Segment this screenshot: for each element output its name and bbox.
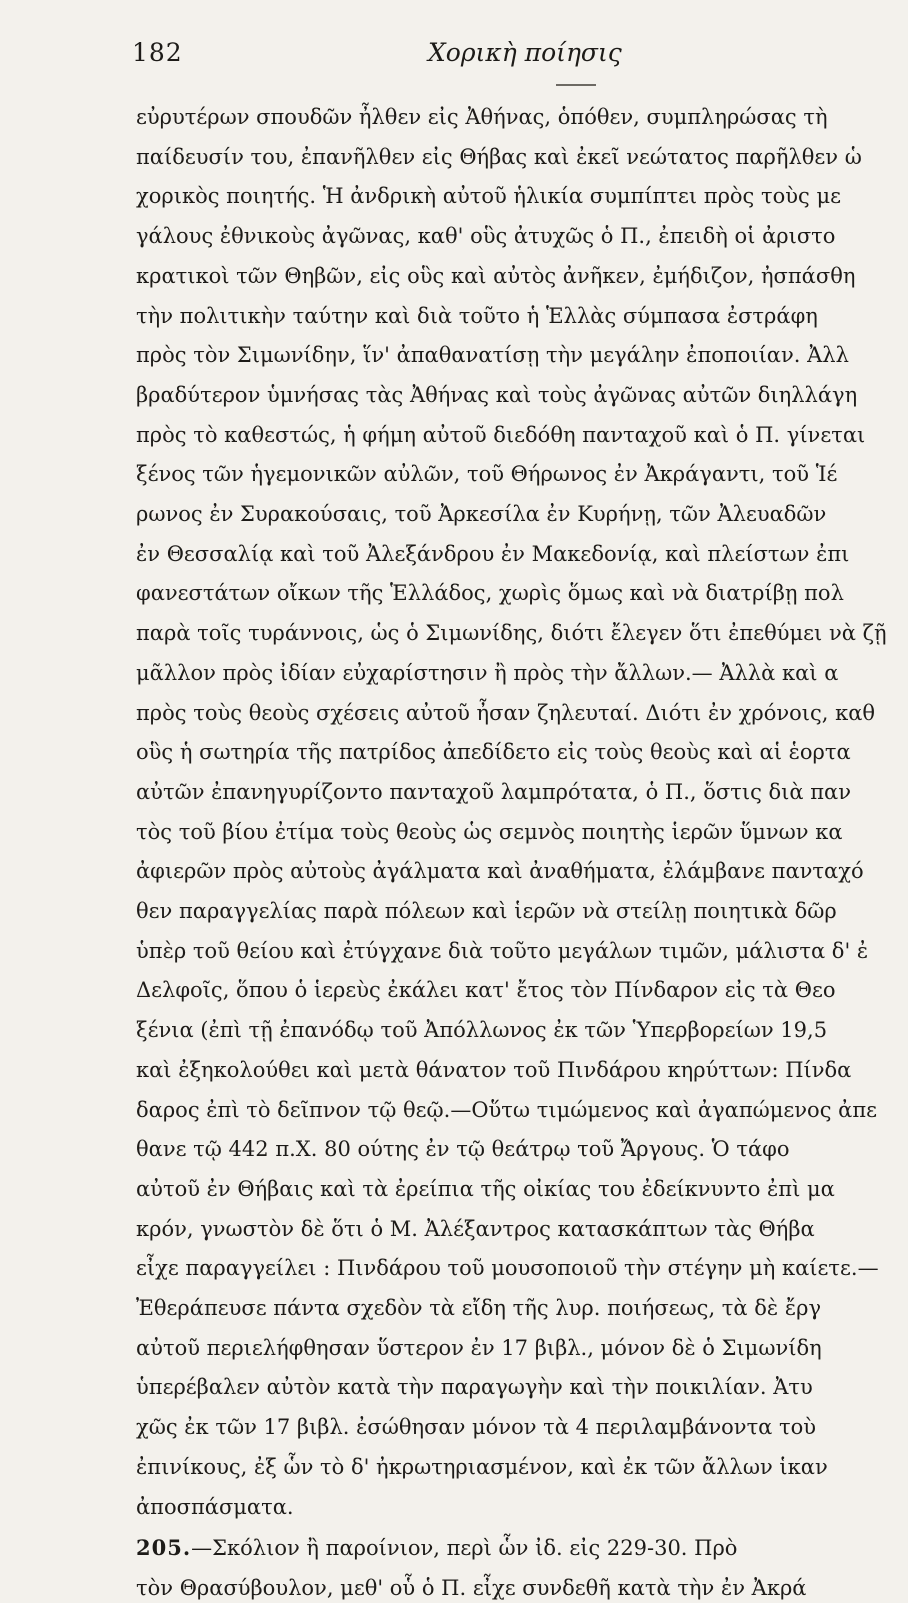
- text-line: φανεστάτων οἴκων τῆς Ἑλλάδος, χωρὶς ὅμως καὶ νὰ διατρίβῃ πολ: [136, 581, 844, 606]
- text-line: ἐπινίκους, ἐξ ὧν τὸ δ' ἠκρωτηριασμένον, καὶ ἐκ τῶν ἄλλων ἱκαν: [136, 1454, 828, 1479]
- text-line: ἐν Θεσσαλίᾳ καὶ τοῦ Ἀλεξάνδρου ἐν Μακεδονίᾳ, καὶ πλείστων ἐπι: [136, 541, 850, 566]
- text-line: ὑπὲρ τοῦ θείου καὶ ἐτύγχανε διὰ τοῦτο μεγάλων τιμῶν, μάλιστα δ' ἐ: [136, 938, 869, 963]
- body-text: [0, 96, 908, 1600]
- text-line: ὑπερέβαλεν αὐτὸν κατὰ τὴν παραγωγὴν καὶ τὴν ποικιλίαν. Ἀτυ: [136, 1375, 813, 1400]
- text-line: βραδύτερον ὑμνήσας τὰς Ἀθήνας καὶ τοὺς ἀγῶνας αὐτῶν διηλλάγη: [136, 382, 858, 407]
- text-line: τὸς τοῦ βίου ἐτίμα τοὺς θεοὺς ὡς σεμνὸς ποιητὴς ἱερῶν ὕμνων κα: [136, 819, 843, 844]
- text-line: ἀφιερῶν πρὸς αὐτοὺς ἀγάλματα καὶ ἀναθήματα, ἐλάμβανε πανταχό: [136, 859, 864, 884]
- text-line: οὓς ἡ σωτηρία τῆς πατρίδος ἀπεδίδετο εἰς τοὺς θεοὺς καὶ αἱ ἑορτα: [136, 740, 851, 765]
- text-line: καὶ ἐξηκολούθει καὶ μετὰ θάνατον τοῦ Πινδάρου κηρύττων: Πίνδα: [136, 1057, 852, 1082]
- text-line: εἶχε παραγγείλει : Πινδάρου τοῦ μουσοποιοῦ τὴν στέγην μὴ καίετε.—: [136, 1256, 879, 1281]
- text-line: τὸν Θρασύβουλον, μεθ' οὗ ὁ Π. εἶχε συνδεθῆ κατὰ τὴν ἐν Ἀκρά: [136, 1575, 807, 1600]
- page-number: 182: [132, 38, 183, 67]
- text-line: κρόν, γνωστὸν δὲ ὅτι ὁ Μ. Ἀλέξαντρος κατασκάπτων τὰς Θήβα: [136, 1216, 815, 1241]
- section-text: —Σκόλιον ἢ παροίνιον, περὶ ὧν ἰδ. εἰς 229-30. Πρὸ: [191, 1536, 738, 1561]
- text-line: Δελφοῖς, ὅπου ὁ ἱερεὺς ἐκάλει κατ' ἔτος τὸν Πίνδαρον εἰς τὰ Θεο: [136, 978, 836, 1003]
- text-line: παρὰ τοῖς τυράννοις, ὡς ὁ Σιμωνίδης, διότι ἔλεγεν ὅτι ἐπεθύμει νὰ ζῇ: [136, 621, 887, 646]
- text-line: γάλους ἐθνικοὺς ἀγῶνας, καθ' οὓς ἀτυχῶς ὁ Π., ἐπειδὴ οἱ ἀριστο: [136, 224, 836, 249]
- text-line: τὴν πολιτικὴν ταύτην καὶ διὰ τοῦτο ἡ Ἑλλὰς σύμπασα ἐστράφη: [136, 303, 818, 328]
- header-divider: [556, 84, 596, 86]
- text-line: ἀποσπάσματα.: [136, 1494, 294, 1519]
- text-line: αὐτοῦ περιελήφθησαν ὕστερον ἐν 17 βιβλ., μόνον δὲ ὁ Σιμωνίδη: [136, 1335, 822, 1360]
- text-line: θανε τῷ 442 π.Χ. 80 ούτης ἐν τῷ θεάτρῳ τοῦ Ἄργους. Ὁ τάφο: [136, 1137, 790, 1162]
- text-line: χορικὸς ποιητής. Ἡ ἀνδρικὴ αὐτοῦ ἡλικία συμπίπτει πρὸς τοὺς με: [136, 184, 841, 209]
- section-number: 205.: [136, 1535, 192, 1561]
- text-line: πρὸς τοὺς θεοὺς σχέσεις αὐτοῦ ἦσαν ζηλευταί. Διότι ἐν χρόνοις, καθ: [136, 700, 876, 725]
- text-line: μᾶλλον πρὸς ἰδίαν εὐχαρίστησιν ἢ πρὸς τὴν ἄλλων.— Ἀλλὰ καὶ α: [136, 660, 839, 685]
- text-line: ξένια (ἐπὶ τῇ ἐπανόδῳ τοῦ Ἀπόλλωνος ἐκ τῶν Ὑπερβορείων 19,5: [136, 1018, 828, 1043]
- text-line: αὐτοῦ ἐν Θήβαις καὶ τὰ ἐρείπια τῆς οἰκίας του ἐδείκνυντο ἐπὶ μα: [136, 1176, 835, 1201]
- page-header: [0, 38, 908, 78]
- text-line: αὐτῶν ἐπανηγυρίζοντο πανταχοῦ λαμπρότατα, ὁ Π., ὅστις διὰ παν: [136, 779, 851, 804]
- text-line: θεν παραγγελίας παρὰ πόλεων καὶ ἱερῶν νὰ στείλῃ ποιητικὰ δῶρ: [136, 899, 837, 923]
- running-title: Χορικὴ ποίησις: [428, 38, 622, 67]
- text-line: πρὸς τὸ καθεστώς, ἡ φήμη αὐτοῦ διεδόθη πανταχοῦ καὶ ὁ Π. γίνεται: [136, 422, 866, 447]
- text-line: δαρος ἐπὶ τὸ δεῖπνον τῷ θεῷ.—Οὕτω τιμώμενος καὶ ἀγαπώμενος ἀπε: [136, 1097, 877, 1122]
- text-line: ρωνος ἐν Συρακούσαις, τοῦ Ἀρκεσίλα ἐν Κυρήνῃ, τῶν Ἀλευαδῶν: [136, 502, 827, 526]
- section-heading: [136, 1533, 737, 1563]
- text-line: παίδευσίν του, ἐπανῆλθεν εἰς Θήβας καὶ ἐκεῖ νεώτατος παρῆλθεν ὡ: [136, 144, 862, 169]
- text-line: χῶς ἐκ τῶν 17 βιβλ. ἐσώθησαν μόνον τὰ 4 περιλαμβάνοντα τοὺ: [136, 1415, 817, 1440]
- text-line: ξένος τῶν ἡγεμονικῶν αὐλῶν, τοῦ Θήρωνος ἐν Ἀκράγαντι, τοῦ Ἱέ: [136, 462, 838, 487]
- text-line: Ἐθεράπευσε πάντα σχεδὸν τὰ εἴδη τῆς λυρ. ποιήσεως, τὰ δὲ ἔργ: [136, 1296, 822, 1320]
- text-line: εὐρυτέρων σπουδῶν ἦλθεν εἰς Ἀθήνας, ὁπόθεν, συμπληρώσας τὴ: [136, 105, 828, 129]
- text-line: κρατικοὶ τῶν Θηβῶν, εἰς οὓς καὶ αὐτὸς ἀνῆκεν, ἐμήδιζον, ἠσπάσθη: [136, 263, 856, 288]
- text-line: πρὸς τὸν Σιμωνίδην, ἵν' ἀπαθανατίσῃ τὴν μεγάλην ἐποποιίαν. Ἀλλ: [136, 343, 849, 368]
